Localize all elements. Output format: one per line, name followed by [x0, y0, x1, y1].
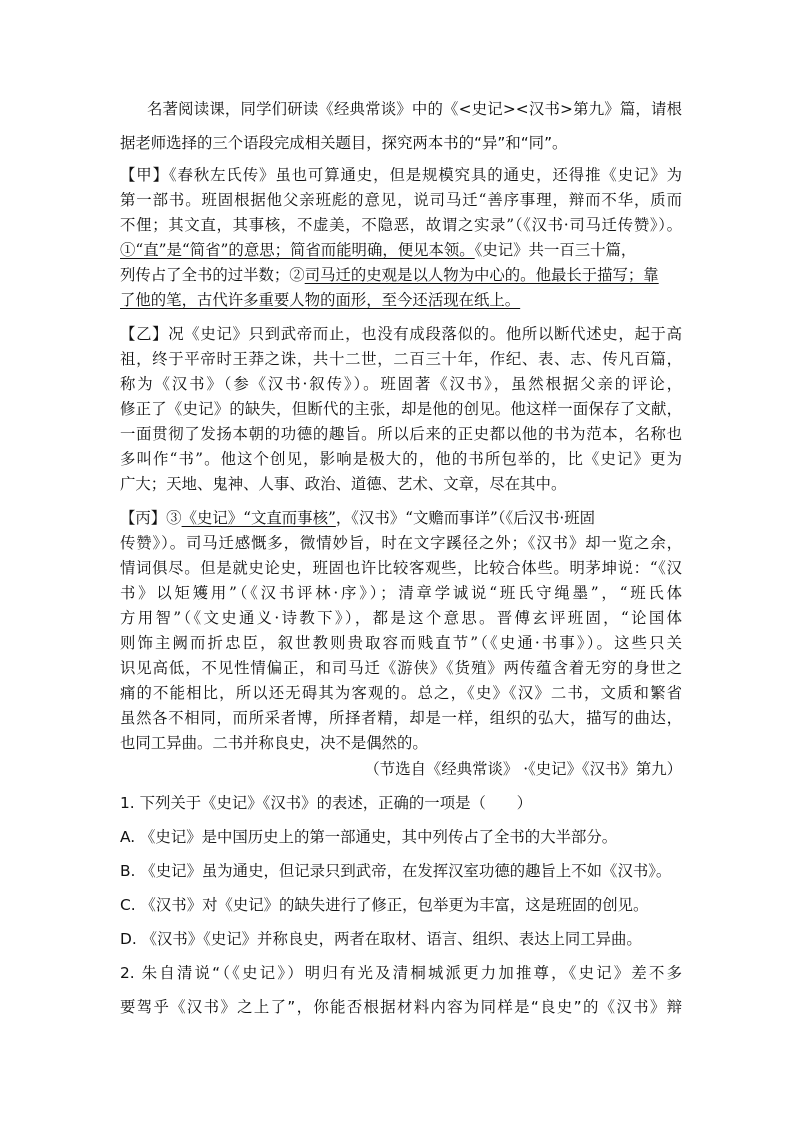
q1-option-c: C. 《汉书》对《史记》的缺失进行了修正，包举更为丰富，这是班固的创见。	[120, 896, 649, 914]
bing-line-4: 书》以矩矱用”（《汉书评林·序》）；清章学诚说“班氏守绳墨”，“班氏体	[120, 584, 682, 602]
yi-line-3: 称为《汉书》（参《汉书·叙传》）。班固著《汉书》，虽然根据父亲的评论，	[120, 375, 682, 393]
yi-line-2: 祖，终于平帝时王莽之诛，共十二世，二百三十年，作纪、表、志、传凡百篇，	[120, 350, 682, 368]
jia-line-3: 不俚；其文直，其事核，不虚美，不隐恶，故谓之实录”（《汉书·司马迁传赞》）。	[120, 216, 682, 234]
bing-line-1: 【丙】③《史记》“文直而事核”，《汉书》“文赡而事详”（《后汉书·班固	[120, 509, 596, 527]
underline-note-1: ①“直”是“简省”的意思；简省而能明确，便见本领。	[120, 241, 475, 259]
jia-line-1: 【甲】《春秋左氏传》虽也可算通史，但是规模究具的通史，还得推《史记》为	[120, 166, 682, 184]
yi-line-7: 广大；天地、鬼神、人事、政治、道德、艺术、文章，尽在其中。	[120, 475, 567, 493]
q1-option-d: D. 《汉书》《史记》并称良史，两者在取材、语言、组织、表达上同工异曲。	[120, 930, 642, 948]
bing-line-7: 识见高低，不见性情偏正，和司马迁《游侠》《货殖》两传蕴含着无穷的身世之	[120, 659, 682, 677]
intro-line-1: 名著阅读课，同学们研读《经典常谈》中的《<史记><汉书>第九》篇，请根	[147, 100, 682, 118]
bing-line-10: 也同工异曲。二书并称良史，决不是偶然的。	[120, 734, 428, 752]
bing-line-3: 情词俱尽。但是就史论史，班固也许比较客观些，比较合体些。明茅坤说：“《汉	[120, 559, 682, 577]
bing-line-6: 则饰主阙而折忠臣，叙世教则贵取容而贱直节”（《史通·书事》）。这些只关	[120, 634, 682, 652]
q2-line-2: 要驾乎《汉书》之上了”，你能否根据材料内容为同样是“良史”的《汉书》辩	[120, 998, 682, 1016]
underline-note-2: 司马迁的史观是以人物为中心的。他最长于描写；靠	[304, 266, 659, 284]
bing-line-8: 痛的不能相比，所以还无碍其为客观的。总之，《史》《汉》二书，文质和繁省	[120, 684, 682, 702]
source-citation: （节选自《经典常谈》 ·《史记》《汉书》第九）	[364, 760, 682, 778]
yi-line-4: 修正了《史记》的缺失，但断代的主张，却是他的创见。他这样一面保存了文献，	[120, 400, 682, 418]
jia-line-5: 列传占了全书的过半数；②司马迁的史观是以人物为中心的。他最长于描写；靠	[120, 266, 659, 284]
bing-line-9: 虽然各不相同，而所采者博，所择者精，却是一样，组织的弘大，描写的曲达，	[120, 709, 682, 727]
q2-line-1: 2. 朱自清说“（《史记》）明归有光及清桐城派更力加推尊，《史记》差不多	[120, 964, 682, 982]
yi-line-1: 【乙】况《史记》只到武帝而止，也没有成段落似的。他所以断代述史，起于高	[120, 325, 682, 343]
intro-line-2: 据老师选择的三个语段完成相关题目，探究两本书的“异”和“同”。	[120, 134, 568, 152]
q1-stem: 1. 下列关于《史记》《汉书》的表述，正确的一项是（ ）	[120, 794, 533, 812]
bing-line-5: 方用智”（《文史通义·诗教下》），都是这个意思。晋傅玄评班固，“论国体	[120, 609, 682, 627]
jia-line-2: 第一部书。班固根据他父亲班彪的意见，说司马迁“善序事理，辩而不华，质而	[120, 191, 682, 209]
q1-option-a: A. 《史记》是中国历史上的第一部通史，其中列传占了全书的大半部分。	[120, 828, 618, 846]
yi-line-6: 多叫作“书”。他这个创见，影响是极大的，他的书所包举的，比《史记》更为	[120, 450, 682, 468]
jia-line-6: 了他的笔，古代许多重要人物的面形，至今还活现在纸上。	[120, 291, 521, 309]
yi-line-5: 一面贯彻了发扬本朝的功德的趣旨。所以后来的正史都以他的书为范本，名称也	[120, 425, 682, 443]
underline-note-3: 《史记》“文直而事核”	[181, 509, 336, 527]
bing-line-2: 传赞》）。司马迁感慨多，微情妙旨，时在文字蹊径之外；《汉书》却一览之余，	[120, 534, 682, 552]
q1-option-b: B. 《史记》虽为通史，但记录只到武帝，在发挥汉室功德的趣旨上不如《汉书》。	[120, 862, 672, 880]
jia-line-4: ①“直”是“简省”的意思；简省而能明确，便见本领。《史记》共一百三十篇，	[120, 241, 637, 259]
